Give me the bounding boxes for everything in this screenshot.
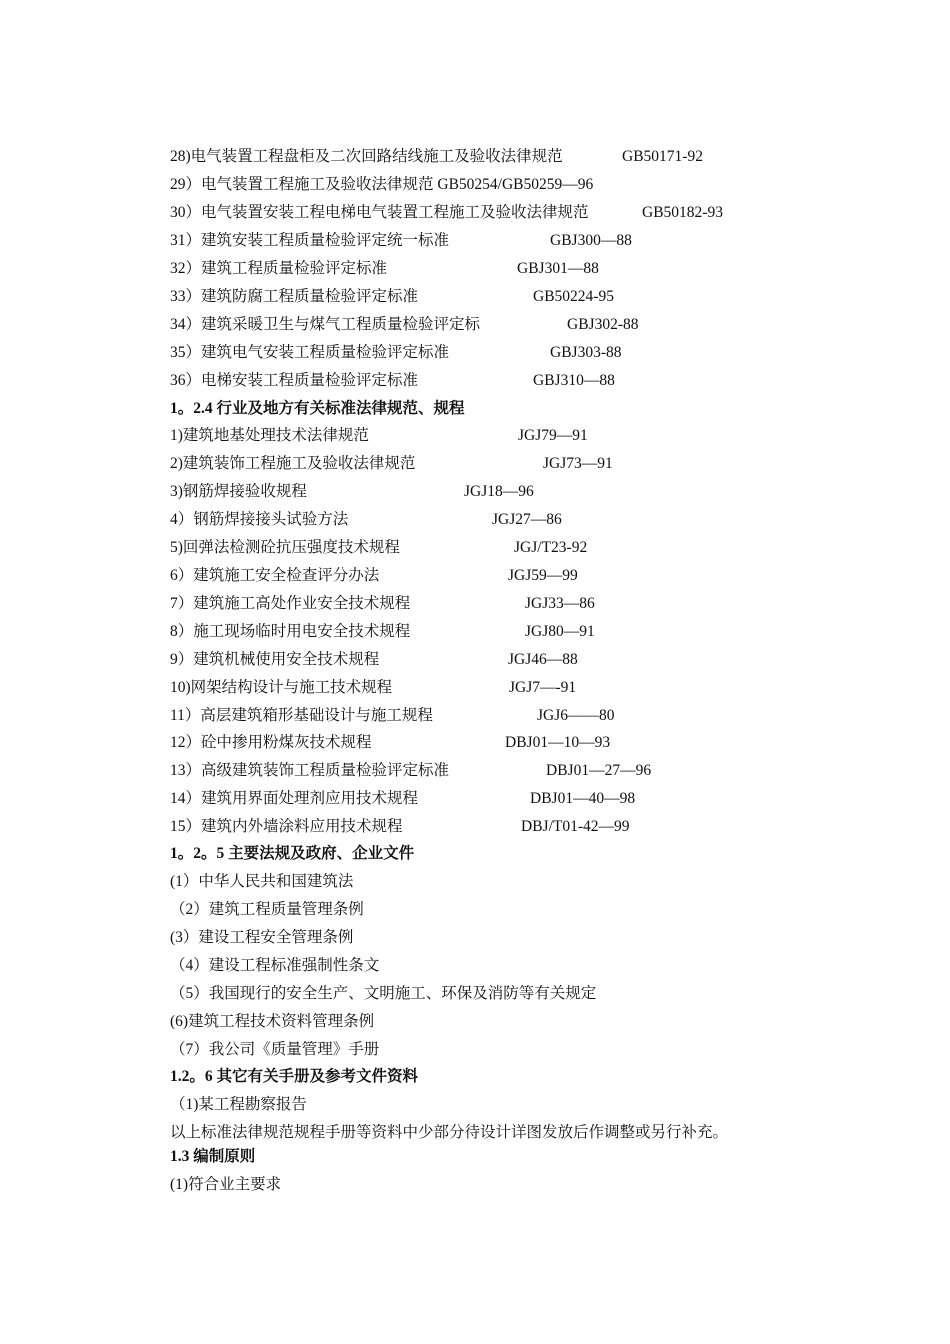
standard-title: 6）建筑施工安全检查评分办法 [170,567,380,584]
standard-title: 13）高级建筑装饰工程质量检验评定标准 [170,762,450,779]
standard-code: GBJ310—88 [533,372,615,389]
standard-code: GBJ302-88 [567,316,639,333]
note-text: 以上标准法律规范规程手册等资料中少部分待设计详图发放后作调整或另行补充。 [170,1124,729,1141]
standard-code: JGJ33—86 [525,595,595,612]
document-title: (6)建筑工程技术资料管理条例 [170,1013,375,1030]
standard-title: 11）高层建筑箱形基础设计与施工规程 [170,707,433,724]
standard-title: 29）电气装置工程施工及验收法律规范 GB50254/GB50259—96 [170,176,594,193]
standard-title: 31）建筑安装工程质量检验评定统一标准 [170,232,450,249]
standard-code: JGJ7—-91 [509,679,577,696]
standard-code: JGJ6——80 [537,707,615,724]
standard-title: 9）建筑机械使用安全技术规程 [170,651,380,668]
standard-title: 14）建筑用界面处理剂应用技术规程 [170,790,419,807]
standard-code: JGJ18—96 [464,483,534,500]
document-title: （2）建筑工程质量管理条例 [170,901,364,918]
document-title: （7）我公司《质量管理》手册 [170,1041,380,1058]
reference-title: （1)某工程勘察报告 [170,1096,307,1113]
document-title: (1）中华人民共和国建筑法 [170,873,354,890]
standard-code: DBJ01—40—98 [530,790,636,807]
standard-code: DBJ01—27—96 [546,762,652,779]
standard-code: JGJ46—88 [508,651,578,668]
standard-title: 30）电气装置安装工程电梯电气装置工程施工及验收法律规范 [170,204,589,221]
section-heading-text: 1。2.4 行业及地方有关标准法律规范、规程 [170,400,465,417]
standard-title: 34）建筑采暖卫生与煤气工程质量检验评定标 [170,316,481,333]
standard-title: 28)电气装置工程盘柜及二次回路结线施工及验收法律规范 [170,148,563,165]
section-heading-text: 1.2。6 其它有关手册及参考文件资料 [170,1068,419,1085]
standard-title: 2)建筑装饰工程施工及验收法律规范 [170,455,416,472]
standard-title: 5)回弹法检测砼抗压强度技术规程 [170,539,400,556]
standard-title: 32）建筑工程质量检验评定标准 [170,260,388,277]
standard-code: GBJ300—88 [550,232,632,249]
section-heading-text: 1。2。5 主要法规及政府、企业文件 [170,845,415,862]
standard-title: 3)钢筋焊接验收规程 [170,483,307,500]
standard-code: JGJ73—91 [543,455,613,472]
standard-code: JGJ27—86 [492,511,562,528]
document-title: （5）我国现行的安全生产、文明施工、环保及消防等有关规定 [170,985,597,1002]
standard-title: 8）施工现场临时用电安全技术规程 [170,623,411,640]
section-heading-text: 1.3 编制原则 [170,1148,256,1165]
standard-code: GBJ301—88 [517,260,599,277]
standard-title: 33）建筑防腐工程质量检验评定标准 [170,288,419,305]
document-title: （4）建设工程标准强制性条文 [170,957,380,974]
standard-title: 15）建筑内外墙涂料应用技术规程 [170,818,403,835]
standard-code: JGJ59—99 [508,567,578,584]
standard-title: 7）建筑施工高处作业安全技术规程 [170,595,411,612]
standard-code: JGJ/T23-92 [514,539,588,556]
document-title: (3）建设工程安全管理条例 [170,929,354,946]
standard-code: GB50182-93 [642,204,723,221]
standard-title: 10)网架结构设计与施工技术规程 [170,679,393,696]
standard-title: 36）电梯安装工程质量检验评定标准 [170,372,419,389]
standard-code: DBJ/T01-42—99 [521,818,630,835]
standard-code: JGJ79—91 [518,427,588,444]
standard-code: DBJ01—10—93 [505,734,611,751]
standard-code: GBJ303-88 [550,344,622,361]
standard-title: 1)建筑地基处理技术法律规范 [170,427,369,444]
principle-text: (1)符合业主要求 [170,1176,282,1193]
standard-title: 12）砼中掺用粉煤灰技术规程 [170,734,372,751]
standard-title: 4）钢筋焊接接头试验方法 [170,511,349,528]
standard-code: GB50171-92 [622,148,703,165]
standard-title: 35）建筑电气安装工程质量检验评定标准 [170,344,450,361]
standard-code: GB50224-95 [533,288,614,305]
standard-code: JGJ80—91 [525,623,595,640]
